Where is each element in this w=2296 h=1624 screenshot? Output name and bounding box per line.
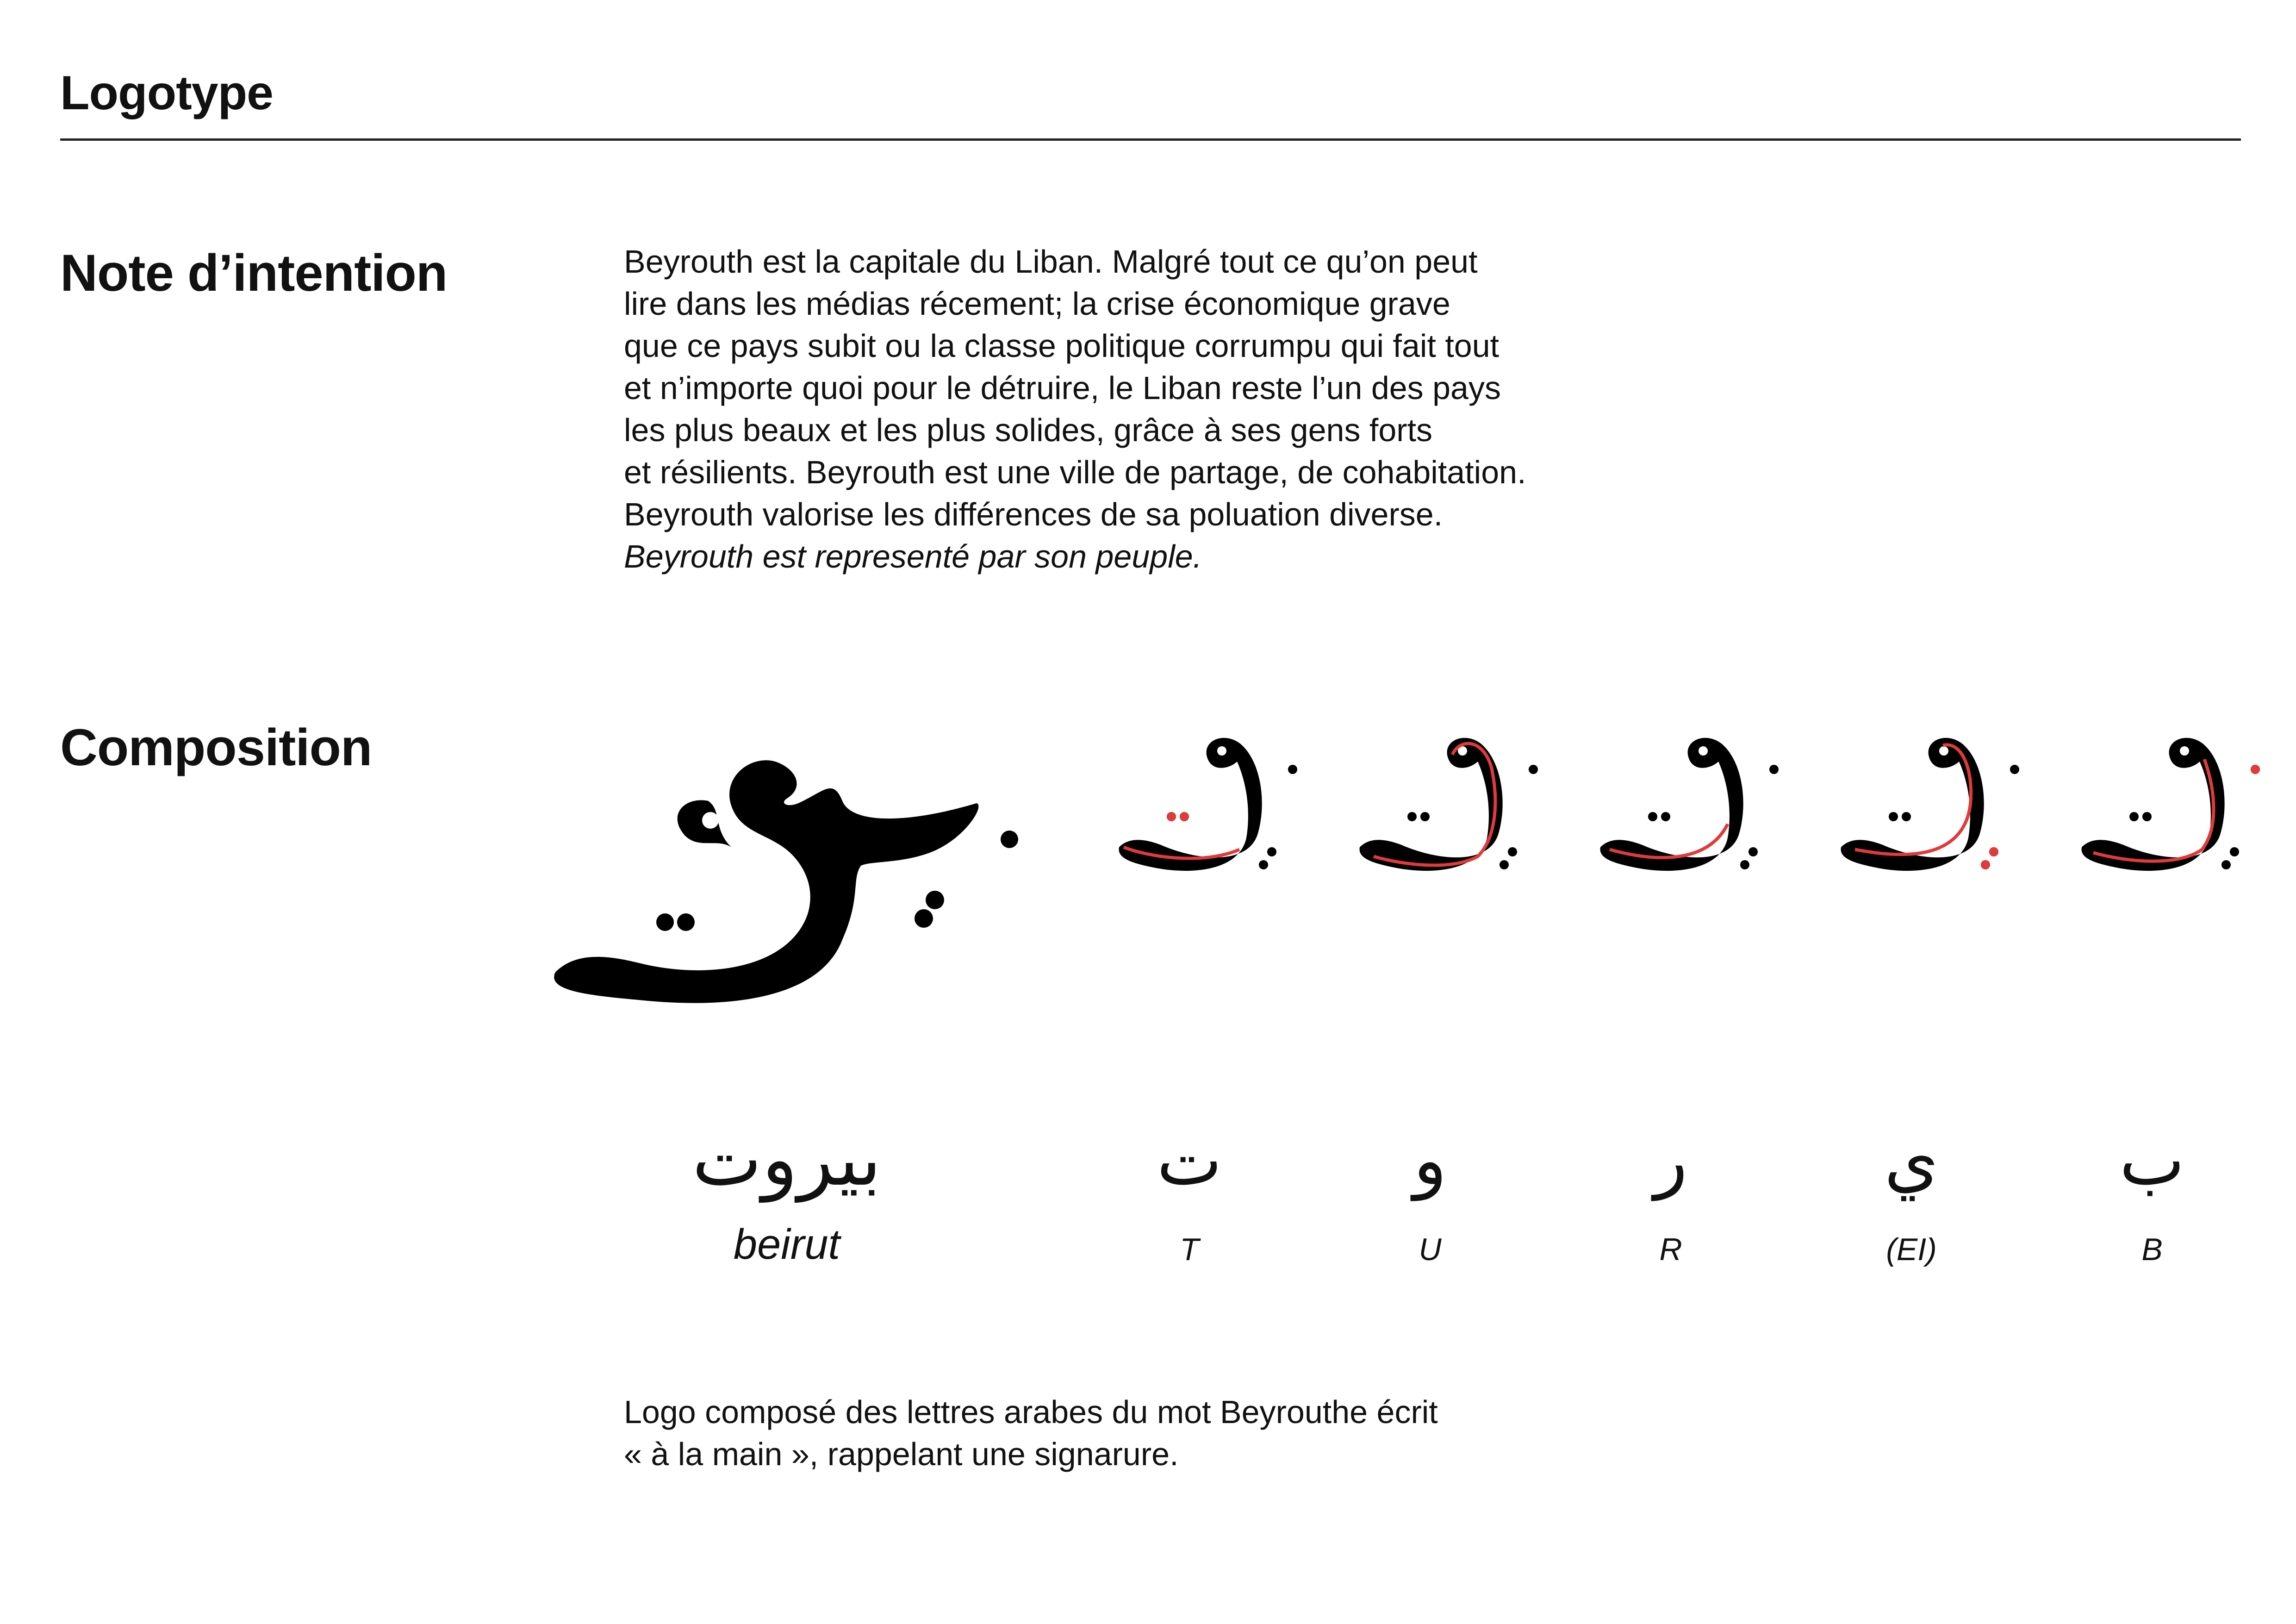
intention-line: Beyrouth est la capitale du Liban. Malgré tout ce qu’on peut	[624, 244, 1478, 280]
letter-arabic-b: ب	[2119, 1120, 2185, 1201]
letter-arabic-r: ر	[1654, 1120, 1688, 1201]
intention-line: et n’importe quoi pour le détruire, le Liban reste l’un des pays	[624, 370, 1501, 406]
caption-line: « à la main », rappelant une signarure.	[624, 1436, 1179, 1472]
intention-heading: Note d’intention	[60, 244, 448, 302]
word-transliteration: beirut	[733, 1221, 840, 1268]
glyph-letter-r	[1600, 738, 1779, 871]
letter-latin-b: B	[2141, 1232, 2163, 1267]
letter-latin-u: U	[1419, 1232, 1442, 1267]
glyph-letter-b	[2082, 738, 2260, 871]
intention-line: que ce pays subit ou la classe politique corrumpu qui fait tout	[624, 328, 1500, 364]
intention-line: Beyrouth valorise les différences de sa poluation diverse.	[624, 496, 1443, 532]
word-arabic: بيروت	[692, 1116, 882, 1202]
letter-arabic-u: و	[1413, 1120, 1447, 1201]
intention-line: et résilients. Beyrouth est une ville de partage, de cohabitation.	[624, 454, 1526, 490]
intention-line: lire dans les médias récement; la crise économique grave	[624, 286, 1450, 322]
glyph-letter-u	[1360, 738, 1538, 871]
composition-heading: Composition	[60, 718, 372, 776]
letter-arabic-ei: ي	[1884, 1120, 1939, 1201]
letter-latin-t: T	[1180, 1232, 1199, 1267]
beirut-logotype	[554, 760, 1018, 1003]
caption-line: Logo composé des lettres arabes du mot Beyrouthe écrit	[624, 1394, 1438, 1430]
glyph-letter-ei	[1841, 738, 2019, 871]
letter-arabic-t: ت	[1157, 1120, 1222, 1201]
composition-caption	[624, 1391, 1438, 1475]
intention-closing-line: Beyrouth est representé par son peuple.	[624, 538, 1202, 575]
letter-latin-ei: (EI)	[1886, 1232, 1937, 1267]
letter-latin-r: R	[1659, 1232, 1682, 1267]
intention-line: les plus beaux et les plus solides, grâce à ses gens forts	[624, 412, 1433, 448]
glyph-letter-t	[1119, 738, 1297, 871]
page-title: Logotype	[60, 66, 273, 120]
